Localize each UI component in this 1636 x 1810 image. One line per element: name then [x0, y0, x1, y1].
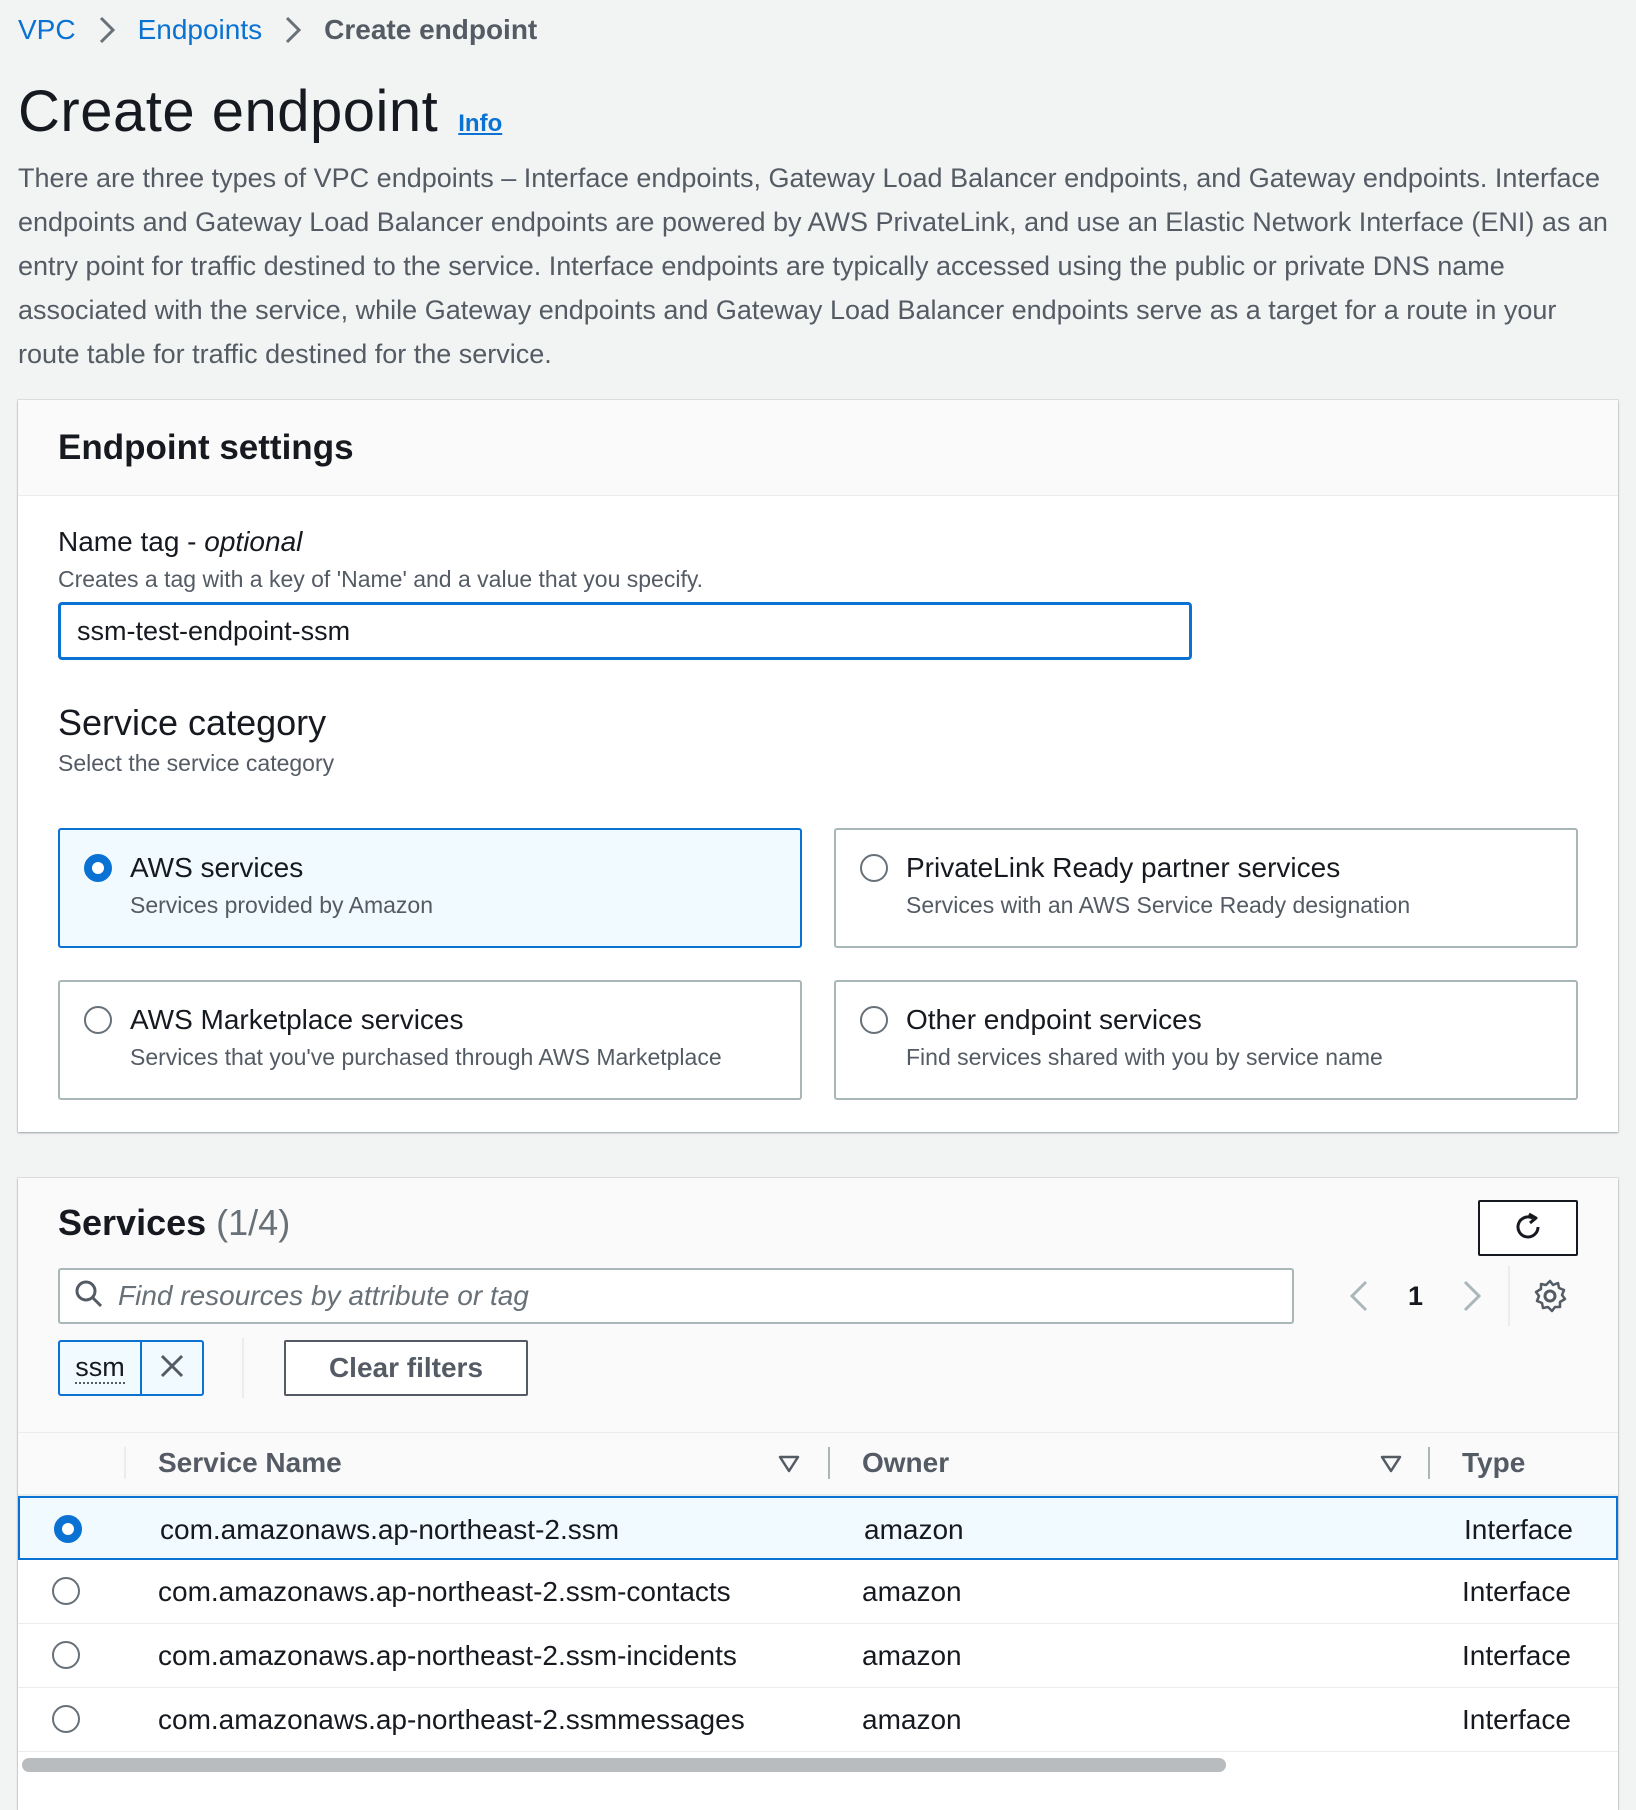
owner-cell: amazon — [862, 1704, 962, 1735]
row-radio-button[interactable] — [52, 1577, 80, 1605]
type-cell: Interface — [1464, 1514, 1573, 1545]
refresh-icon — [1511, 1210, 1545, 1247]
page-description: There are three types of VPC endpoints – Interface endpoints, Gateway Load Balancer endpoints, and Gateway endpoints. Interface endpoints and Gateway Load Balancer endpoints are powered by AWS PrivateLink, and use an Elastic Network Interface (ENI) as an entry point for traffic destined to the service. Interface endpoints are typically accessed using the public or private DNS name associated with the service, while Gateway endpoints and Gateway Load Balancer endpoints serve as a target for a route in your route table for traffic destined for the service. — [18, 163, 1608, 369]
radio-button[interactable] — [84, 1006, 112, 1034]
search-filter[interactable] — [58, 1268, 1294, 1324]
caret-down-icon[interactable] — [1380, 1455, 1402, 1478]
service-name-cell: com.amazonaws.ap-northeast-2.ssm — [160, 1514, 620, 1545]
name-tag-label-text: Name tag - — [58, 526, 205, 557]
type-cell: Interface — [1462, 1640, 1571, 1671]
endpoint-settings-panel — [18, 400, 1618, 1132]
column-resizer[interactable] — [1428, 1447, 1430, 1479]
page-title: Create endpoint — [18, 79, 439, 144]
column-header-type[interactable]: Type — [1462, 1447, 1526, 1478]
chevron-right-icon — [98, 15, 116, 45]
row-radio-button[interactable] — [52, 1641, 80, 1669]
service-name-cell: com.amazonaws.ap-northeast-2.ssm-contacts — [158, 1576, 731, 1607]
services-table — [18, 1432, 1618, 1752]
tile-description: Services that you've purchased through AWS Marketplace — [130, 1044, 722, 1070]
clear-filters-button[interactable]: Clear filters — [284, 1340, 528, 1396]
radio-button[interactable] — [84, 854, 112, 882]
type-cell: Interface — [1462, 1704, 1571, 1735]
panel-header — [18, 400, 1618, 496]
column-resizer[interactable] — [828, 1447, 830, 1479]
tile-title: Other endpoint services — [906, 1004, 1202, 1035]
column-header-owner[interactable]: Owner — [862, 1447, 950, 1478]
services-count: (1/4) — [216, 1202, 291, 1243]
tile-privatelink-partner-services[interactable] — [834, 828, 1578, 948]
filter-token-text: ssm — [75, 1352, 125, 1382]
table-row[interactable] — [18, 1624, 1618, 1688]
owner-cell: amazon — [862, 1640, 962, 1671]
row-radio-button[interactable] — [54, 1515, 82, 1543]
divider — [1508, 1266, 1510, 1326]
service-name-cell: com.amazonaws.ap-northeast-2.ssm-incidents — [158, 1640, 737, 1671]
pagination — [1348, 1270, 1483, 1322]
tile-title: AWS services — [130, 852, 304, 883]
services-header — [18, 1178, 1618, 1432]
table-row[interactable] — [18, 1560, 1618, 1624]
tile-title: AWS Marketplace services — [130, 1004, 464, 1035]
panel-title: Endpoint settings — [58, 428, 354, 467]
breadcrumb-link-vpc[interactable]: VPC — [18, 14, 76, 45]
radio-button[interactable] — [860, 854, 888, 882]
optional-text: optional — [204, 526, 303, 557]
search-icon — [74, 1279, 104, 1314]
service-name-cell: com.amazonaws.ap-northeast-2.ssmmessages — [158, 1704, 745, 1735]
row-radio-button[interactable] — [52, 1705, 80, 1733]
close-icon — [159, 1353, 185, 1384]
table-header — [18, 1432, 1618, 1496]
page-number[interactable]: 1 — [1408, 1280, 1424, 1311]
caret-down-icon[interactable] — [778, 1455, 800, 1478]
divider — [242, 1338, 244, 1398]
services-title-text: Services — [58, 1202, 207, 1243]
filter-token-remove[interactable] — [142, 1342, 202, 1394]
refresh-button[interactable] — [1478, 1200, 1578, 1256]
radio-button[interactable] — [860, 1006, 888, 1034]
tile-description: Find services shared with you by service name — [906, 1044, 1383, 1070]
services-panel — [18, 1178, 1618, 1810]
tile-aws-services[interactable] — [58, 828, 802, 948]
tile-description: Services provided by Amazon — [130, 892, 433, 918]
chevron-left-icon[interactable] — [1348, 1279, 1370, 1313]
breadcrumb-current: Create endpoint — [324, 14, 538, 45]
chevron-right-icon[interactable] — [1461, 1279, 1483, 1313]
page-header — [18, 78, 502, 145]
tile-description: Services with an AWS Service Ready designation — [906, 892, 1411, 918]
filter-token-label[interactable] — [60, 1342, 142, 1394]
breadcrumb — [18, 10, 537, 50]
filter-token — [58, 1340, 204, 1396]
gear-icon[interactable] — [1532, 1278, 1568, 1319]
service-category-heading: Service category — [58, 702, 327, 743]
horizontal-scrollbar[interactable] — [22, 1758, 1226, 1772]
chevron-right-icon — [284, 15, 302, 45]
name-tag-label — [58, 526, 302, 558]
divider — [124, 1447, 126, 1479]
service-category-description: Select the service category — [58, 750, 335, 776]
tile-aws-marketplace-services[interactable] — [58, 980, 802, 1100]
tile-other-endpoint-services[interactable] — [834, 980, 1578, 1100]
info-link[interactable]: Info — [458, 110, 503, 137]
column-header-service-name[interactable]: Service Name — [158, 1447, 342, 1478]
table-row[interactable] — [18, 1496, 1618, 1560]
tile-title: PrivateLink Ready partner services — [906, 852, 1341, 883]
table-row[interactable] — [18, 1688, 1618, 1752]
services-title — [58, 1202, 290, 1244]
owner-cell: amazon — [862, 1576, 962, 1607]
search-input[interactable] — [118, 1280, 1218, 1312]
breadcrumb-link-endpoints[interactable]: Endpoints — [137, 14, 263, 45]
name-tag-description: Creates a tag with a key of 'Name' and a value that you specify. — [58, 566, 704, 592]
name-tag-input[interactable] — [58, 602, 1192, 660]
type-cell: Interface — [1462, 1576, 1571, 1607]
owner-cell: amazon — [864, 1514, 964, 1545]
